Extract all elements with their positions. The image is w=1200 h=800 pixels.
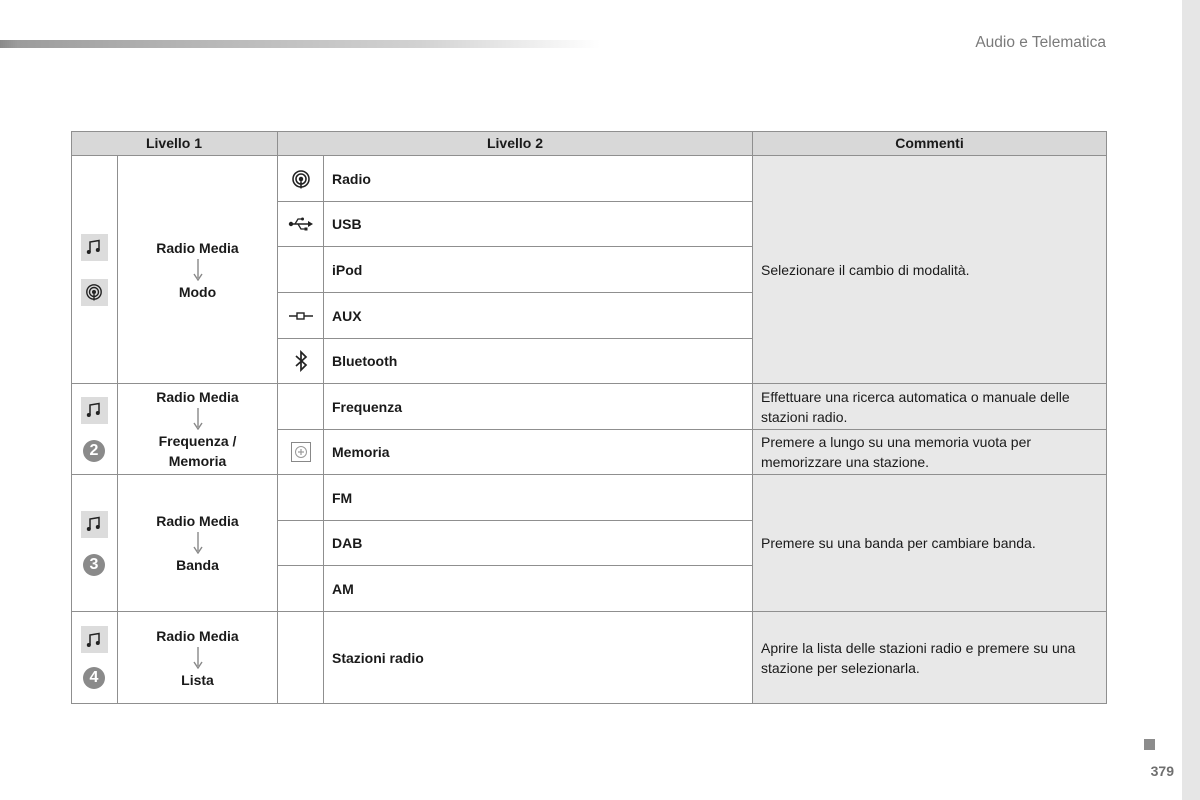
music-note-icon — [81, 397, 108, 424]
page-number: 379 — [1150, 763, 1174, 779]
level2-label-frequenza: Frequenza — [324, 384, 753, 430]
level2-label-am: AM — [324, 566, 753, 612]
music-note-icon — [81, 511, 108, 538]
level2-icon-empty — [278, 566, 324, 612]
column-header-livello-1: Livello 1 — [71, 131, 278, 156]
level2-label-bluetooth: Bluetooth — [324, 339, 753, 384]
comment-cell-group-3: Premere su una banda per cambiare banda. — [753, 475, 1107, 612]
level2-icon-empty — [278, 612, 324, 704]
level2-label-fm: FM — [324, 475, 753, 521]
usb-icon — [288, 217, 314, 231]
level2-icon-aux — [278, 293, 324, 339]
level1-icons-group-3 — [71, 475, 118, 612]
page-marker-square — [1144, 739, 1155, 750]
down-arrow-icon — [193, 259, 203, 281]
level2-icon-radio — [278, 156, 324, 202]
level2-icon-bluetooth — [278, 339, 324, 384]
level2-label-radio: Radio — [324, 156, 753, 202]
level1-bottom-label: Banda — [176, 557, 219, 573]
level2-label-stazioni-radio: Stazioni radio — [324, 612, 753, 704]
down-arrow-icon — [193, 647, 203, 669]
music-note-icon — [81, 626, 108, 653]
down-arrow-icon — [193, 408, 203, 430]
comment-cell-frequenza: Effettuare una ricerca automatica o manuale delle stazioni radio. — [753, 384, 1107, 430]
level2-icon-empty — [278, 247, 324, 293]
column-header-livello-2: Livello 2 — [278, 131, 753, 156]
number-badge: 3 — [83, 554, 105, 576]
comment-cell-group-1: Selezionare il cambio di modalità. — [753, 156, 1107, 384]
level1-icons-group-4 — [71, 612, 118, 704]
level2-label-usb: USB — [324, 202, 753, 247]
level1-cell-group-4 — [118, 612, 278, 704]
level1-icons-group-1 — [71, 156, 118, 384]
level1-cell-group-3 — [118, 475, 278, 612]
level1-bottom-label-line2: Memoria — [168, 453, 227, 469]
level1-bottom-label: Lista — [181, 671, 214, 688]
level2-icon-empty — [278, 475, 324, 521]
level2-label-ipod: iPod — [324, 247, 753, 293]
level1-top-label: Radio Media — [156, 513, 239, 529]
level1-bottom-label-line1: Frequenza / — [158, 433, 237, 449]
level2-icon-memoria — [278, 430, 324, 475]
level2-label-aux: AUX — [324, 293, 753, 339]
level1-cell-group-1 — [118, 156, 278, 384]
level1-top-label: Radio Media — [156, 627, 239, 644]
level1-top-label: Radio Media — [156, 389, 239, 405]
down-arrow-icon — [193, 532, 203, 554]
comment-cell-group-4: Aprire la lista delle stazioni radio e premere su una stazione per selezionarla. — [753, 612, 1107, 704]
radio-signal-icon — [81, 279, 108, 306]
level1-top-label: Radio Media — [156, 239, 239, 256]
radio-signal-icon — [291, 169, 311, 189]
header-gradient-bar — [0, 40, 600, 48]
level1-icons-group-2 — [71, 384, 118, 475]
column-header-commenti: Commenti — [753, 131, 1107, 156]
level1-cell-group-2 — [118, 384, 278, 475]
level2-label-memoria: Memoria — [324, 430, 753, 475]
bluetooth-icon — [294, 350, 308, 372]
level2-icon-usb — [278, 202, 324, 247]
music-note-icon — [81, 234, 108, 261]
number-badge: 4 — [83, 667, 105, 689]
section-title: Audio e Telematica — [975, 34, 1106, 51]
number-badge: 2 — [83, 440, 105, 462]
add-memory-icon — [291, 442, 311, 462]
comment-cell-memoria: Premere a lungo su una memoria vuota per memorizzare una stazione. — [753, 430, 1107, 475]
aux-jack-icon — [288, 311, 314, 321]
level1-bottom-label: Modo — [178, 283, 217, 300]
level2-icon-empty — [278, 384, 324, 430]
page-edge-strip — [1182, 0, 1200, 800]
level2-label-dab: DAB — [324, 521, 753, 566]
level2-icon-empty — [278, 521, 324, 566]
